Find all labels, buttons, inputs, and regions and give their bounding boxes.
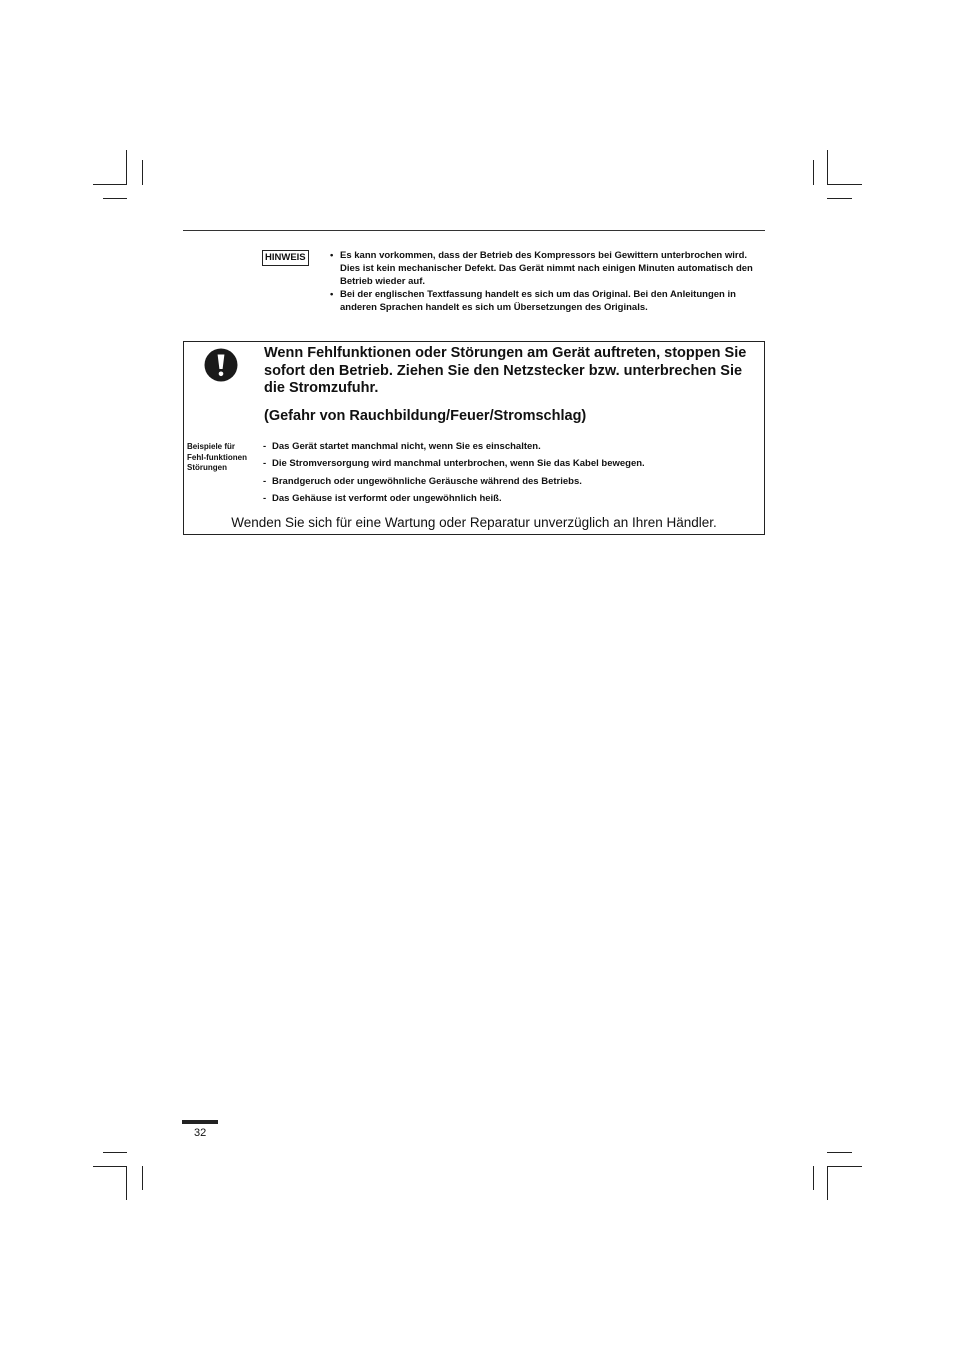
examples-label-line: Fehl-funktionen <box>187 452 247 462</box>
crop-mark <box>126 150 127 185</box>
examples-label-line: Beispiele für <box>187 442 236 451</box>
crop-mark <box>827 1166 828 1200</box>
crop-mark <box>126 1166 127 1200</box>
header-rule <box>183 230 765 231</box>
crop-mark <box>103 198 127 199</box>
list-item: - Brandgeruch oder ungewöhnliche Geräusche während des Betriebs. <box>262 475 757 492</box>
hinweis-badge: HINWEIS <box>262 250 309 266</box>
crop-mark <box>827 1152 852 1153</box>
crop-mark <box>813 160 814 185</box>
warning-subheading: (Gefahr von Rauchbildung/Feuer/Stromschlag) <box>264 408 587 424</box>
crop-mark <box>827 198 852 199</box>
list-item: - Das Gehäuse ist verformt oder ungewöhnlich heiß. <box>262 492 757 509</box>
warning-box <box>183 341 765 535</box>
list-item: - Die Stromversorgung wird manchmal unterbrochen, wenn Sie das Kabel bewegen. <box>262 457 757 474</box>
examples-list <box>262 440 757 509</box>
hinweis-list <box>330 249 768 314</box>
page-number: 32 <box>194 1127 207 1139</box>
warning-heading: Wenn Fehlfunktionen oder Störungen am Gerät auftreten, stoppen Sie sofort den Betrieb. Ziehen Sie den Netzstecker bzw. unterbrechen Sie die Stromzufuhr. <box>264 345 747 396</box>
list-item: - Das Gerät startet manchmal nicht, wenn Sie es einschalten. <box>262 440 757 457</box>
exclamation-icon <box>204 348 238 382</box>
examples-label-line: Störungen <box>187 463 227 472</box>
crop-mark <box>142 1166 143 1190</box>
examples-label <box>187 442 262 474</box>
crop-mark <box>813 1166 814 1190</box>
crop-mark <box>93 184 127 185</box>
crop-mark <box>827 184 862 185</box>
crop-mark <box>93 1166 127 1167</box>
crop-mark <box>827 1166 862 1167</box>
crop-mark <box>103 1152 127 1153</box>
page-number-bar <box>182 1120 218 1124</box>
crop-mark <box>142 160 143 185</box>
list-item: • Es kann vorkommen, dass der Betrieb des Kompressors bei Gewittern unterbrochen wird. Dies ist kein mechanischer Defekt. Das Gerät nimmt nach einigen Minuten automatisch den Betrieb wieder auf. <box>330 249 768 288</box>
list-item: • Bei der englischen Textfassung handelt es sich um das Original. Bei den Anleitungen in anderen Sprachen handelt es sich um Übersetzungen des Originals. <box>330 288 768 314</box>
crop-mark <box>827 150 828 185</box>
warning-footer: Wenden Sie sich für eine Wartung oder Reparatur unverzüglich an Ihren Händler. <box>231 515 717 530</box>
